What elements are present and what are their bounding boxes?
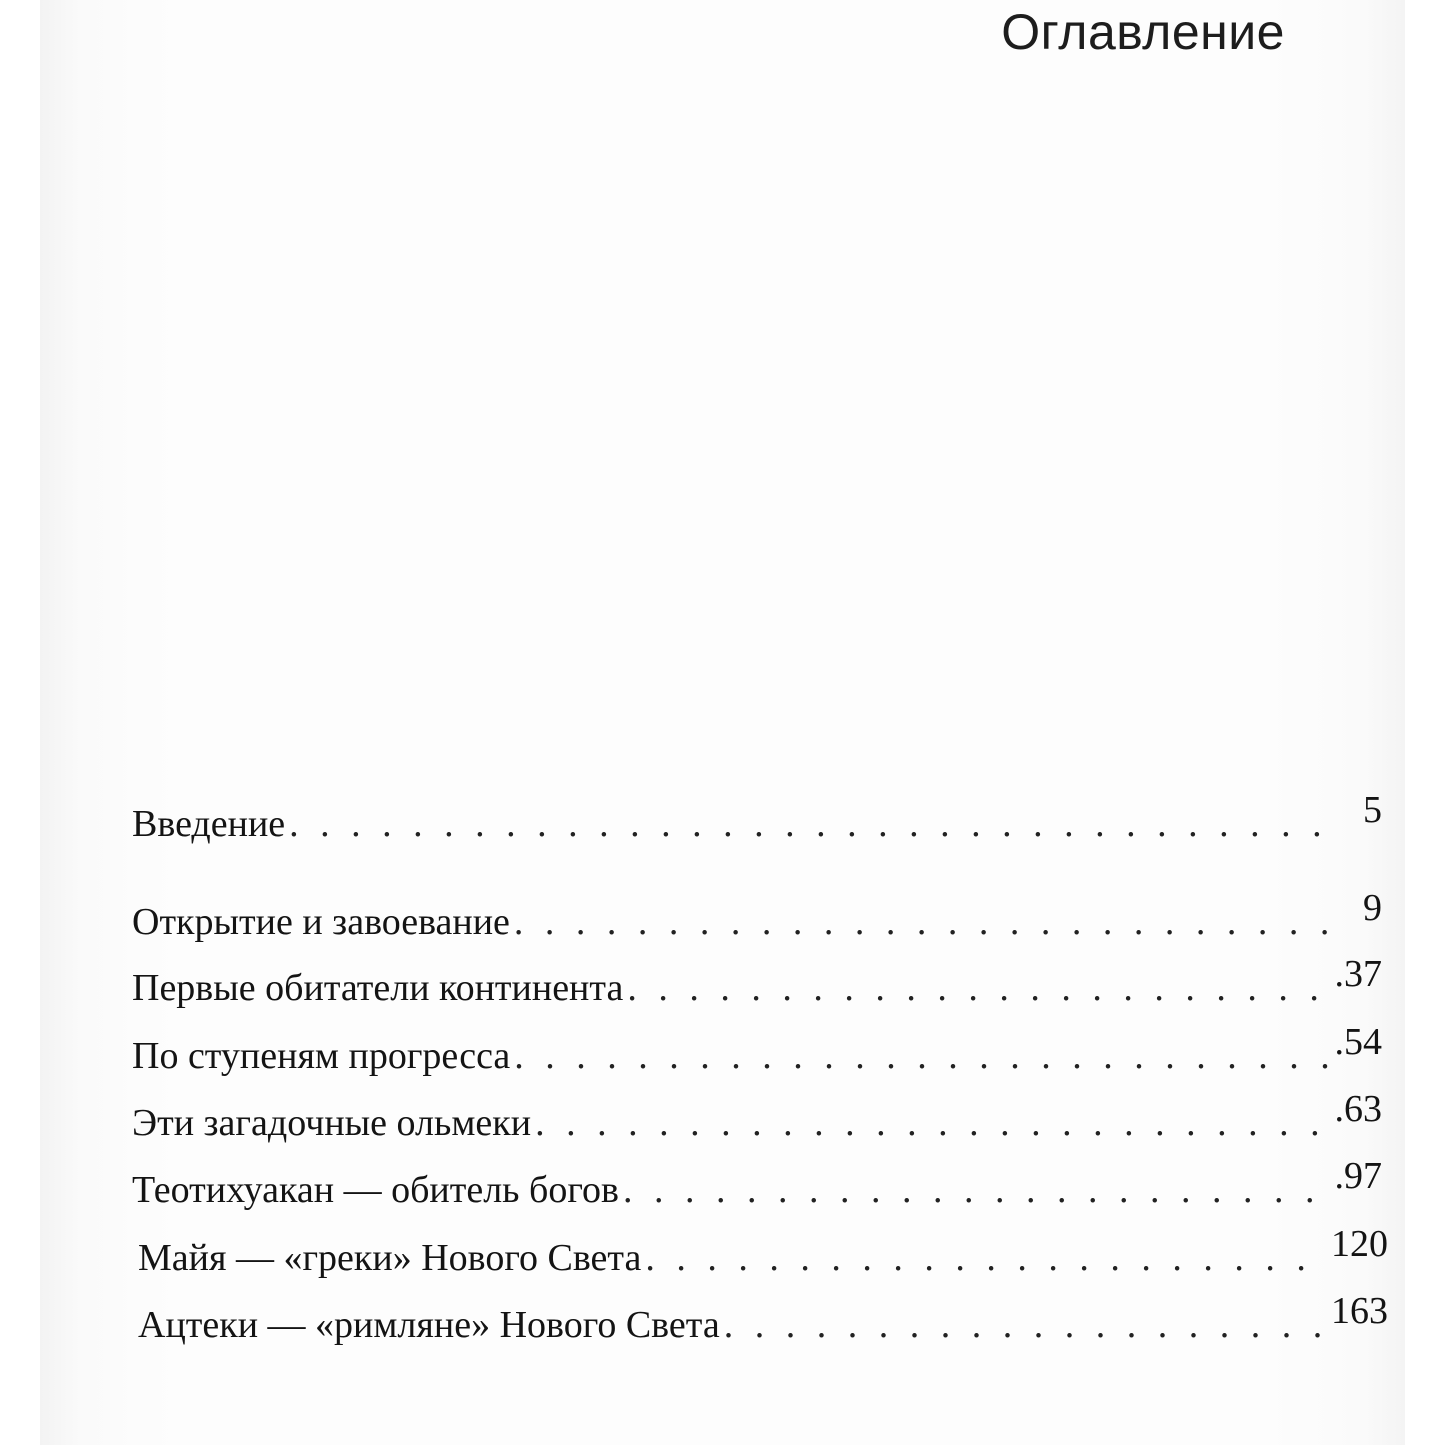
- toc-entry-label: Эти загадочные ольмеки: [132, 1102, 532, 1144]
- toc-entry-label: Первые обитатели континента: [132, 967, 624, 1009]
- toc-entry-page: 120: [1331, 1223, 1388, 1265]
- toc-entry-label: Открытие и завоевание: [132, 901, 510, 943]
- dot-leader: [724, 1303, 1325, 1347]
- dot-leader: [645, 1236, 1325, 1280]
- dot-leader: [514, 900, 1336, 944]
- toc-entry: [132, 1088, 1382, 1151]
- toc-entry-page: 5: [1363, 789, 1382, 831]
- toc-entry-label: Ацтеки — «римляне» Нового Света: [138, 1304, 720, 1346]
- toc-entry-label: Введение: [132, 803, 286, 845]
- dot-leader: [627, 966, 1328, 1010]
- toc-entry-page: .54: [1334, 1021, 1382, 1063]
- toc-entry-label: Теотихуакан — обитель богов: [132, 1169, 619, 1211]
- dot-leader: [514, 1034, 1328, 1078]
- toc-entry-label: Майя — «греки» Нового Света: [138, 1237, 642, 1279]
- book-page: [40, 0, 1405, 1445]
- toc-entry: [138, 1223, 1388, 1286]
- dot-leader: [289, 802, 1336, 846]
- toc-entry-page: 163: [1331, 1290, 1388, 1332]
- toc-entry: [132, 887, 1382, 950]
- toc-entry-label: По ступеням прогресса: [132, 1035, 511, 1077]
- toc-entry: [138, 1290, 1388, 1353]
- toc-entry: [132, 789, 1382, 852]
- toc-entry-page: 9: [1363, 887, 1382, 929]
- toc-entry-page: .97: [1334, 1155, 1382, 1197]
- toc-entry: [132, 1021, 1382, 1084]
- toc-entry-page: .37: [1334, 953, 1382, 995]
- page-title: Оглавление: [1001, 4, 1285, 60]
- toc-entry-page: .63: [1334, 1088, 1382, 1130]
- dot-leader: [535, 1101, 1328, 1145]
- toc-entry: [132, 1155, 1382, 1218]
- dot-leader: [623, 1168, 1329, 1212]
- toc-entry: [132, 953, 1382, 1016]
